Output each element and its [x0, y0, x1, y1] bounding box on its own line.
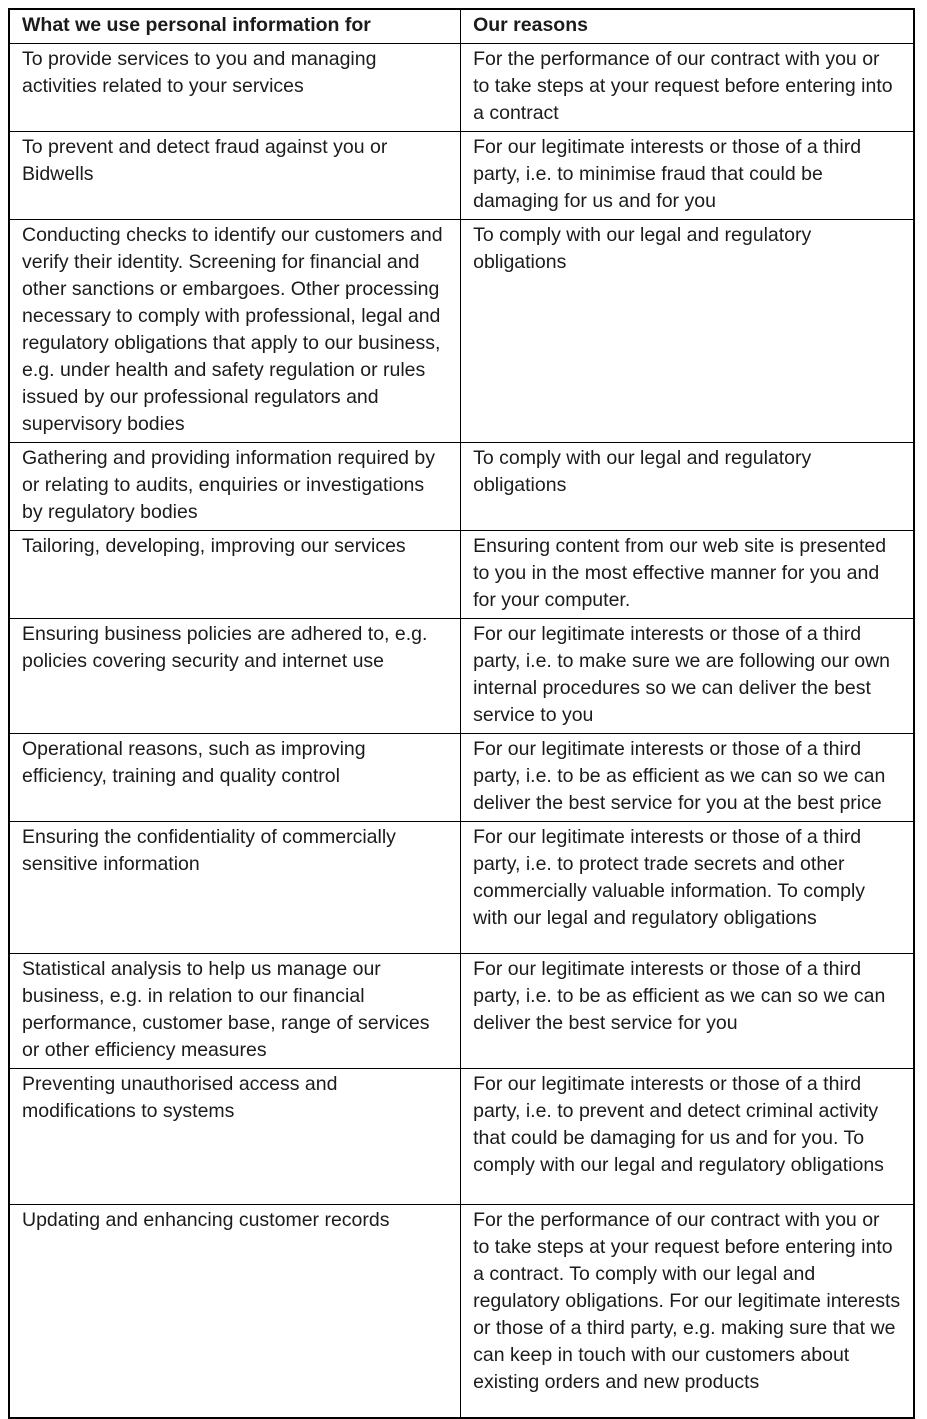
table-body — [9, 44, 914, 1419]
reason-cell: For the performance of our contract with you or to take steps at your request before entering into a contract. To comply with our legal and regulatory obligations. For our legitimate interests or those of a third party, e.g. making sure that we can keep in touch with our customers about existing orders and new products — [461, 1205, 914, 1419]
use-cell: Operational reasons, such as improving efficiency, training and quality control — [9, 734, 461, 822]
table-row — [9, 954, 914, 1069]
use-cell: Ensuring the confidentiality of commercially sensitive information — [9, 822, 461, 954]
reason-cell: Ensuring content from our web site is presented to you in the most effective manner for you and for your computer. — [461, 531, 914, 619]
reason-cell: For our legitimate interests or those of a third party, i.e. to make sure we are following our own internal procedures so we can deliver the best service to you — [461, 619, 914, 734]
reason-cell: For the performance of our contract with you or to take steps at your request before entering into a contract — [461, 44, 914, 132]
reason-cell: For our legitimate interests or those of a third party, i.e. to be as efficient as we can so we can deliver the best service for you — [461, 954, 914, 1069]
table-row — [9, 619, 914, 734]
table-row — [9, 44, 914, 132]
use-cell: Preventing unauthorised access and modifications to systems — [9, 1069, 461, 1205]
column-header-uses: What we use personal information for — [9, 9, 461, 44]
personal-info-uses-table — [8, 8, 915, 1419]
column-header-reasons: Our reasons — [461, 9, 914, 44]
table-row — [9, 1069, 914, 1205]
reason-cell: To comply with our legal and regulatory obligations — [461, 220, 914, 443]
use-cell: Conducting checks to identify our customers and verify their identity. Screening for financial and other sanctions or embargoes. Other processing necessary to comply with professional, legal and regulatory obligations that apply to our business, e.g. under health and safety regulation or rules issued by our professional regulators and supervisory bodies — [9, 220, 461, 443]
table-header-row — [9, 9, 914, 44]
reason-cell: To comply with our legal and regulatory obligations — [461, 443, 914, 531]
table-row — [9, 1205, 914, 1419]
reason-cell: For our legitimate interests or those of a third party, i.e. to protect trade secrets and other commercially valuable information. To comply with our legal and regulatory obligations — [461, 822, 914, 954]
use-cell: To provide services to you and managing activities related to your services — [9, 44, 461, 132]
use-cell: Tailoring, developing, improving our services — [9, 531, 461, 619]
use-cell: Updating and enhancing customer records — [9, 1205, 461, 1419]
use-cell: Ensuring business policies are adhered to, e.g. policies covering security and internet use — [9, 619, 461, 734]
table-row — [9, 531, 914, 619]
use-cell: Gathering and providing information required by or relating to audits, enquiries or investigations by regulatory bodies — [9, 443, 461, 531]
use-cell: To prevent and detect fraud against you or Bidwells — [9, 132, 461, 220]
reason-cell: For our legitimate interests or those of a third party, i.e. to prevent and detect criminal activity that could be damaging for us and for you. To comply with our legal and regulatory obligations — [461, 1069, 914, 1205]
reason-cell: For our legitimate interests or those of a third party, i.e. to minimise fraud that could be damaging for us and for you — [461, 132, 914, 220]
table-row — [9, 822, 914, 954]
table-row — [9, 132, 914, 220]
table-row — [9, 220, 914, 443]
table-row — [9, 734, 914, 822]
table-row — [9, 443, 914, 531]
use-cell: Statistical analysis to help us manage our business, e.g. in relation to our financial performance, customer base, range of services or other efficiency measures — [9, 954, 461, 1069]
reason-cell: For our legitimate interests or those of a third party, i.e. to be as efficient as we can so we can deliver the best service for you at the best price — [461, 734, 914, 822]
